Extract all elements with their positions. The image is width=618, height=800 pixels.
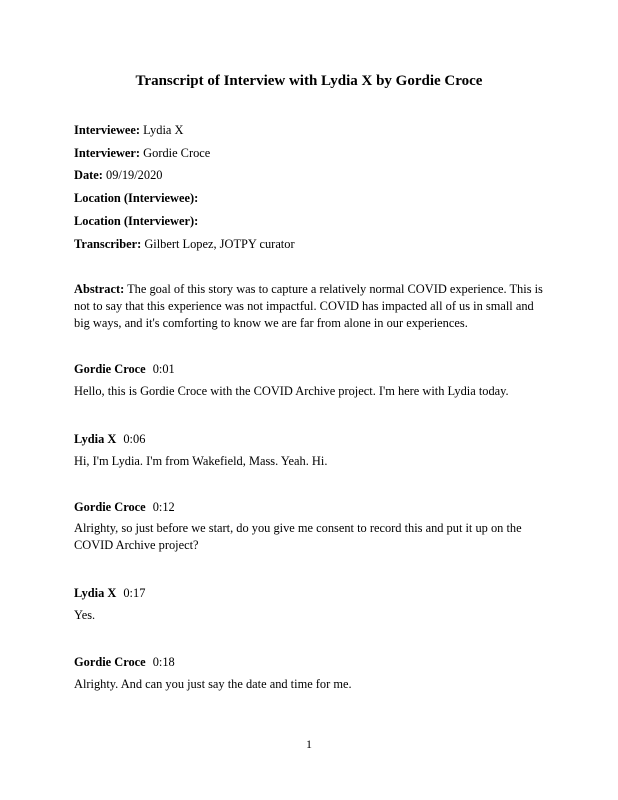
utterance: Alrighty, so just before we start, do you give me consent to record this and put it up on the COVID Archive project? — [74, 521, 522, 552]
meta-transcriber — [74, 237, 295, 251]
meta-label: Date: — [74, 168, 103, 182]
meta-value: Gordie Croce — [143, 146, 211, 160]
timestamp: 0:01 — [152, 362, 175, 376]
meta-location-interviewee — [74, 191, 198, 205]
speaker-name: Lydia X — [74, 586, 117, 600]
meta-label: Interviewer: — [74, 146, 141, 160]
utterance: Hello, this is Gordie Croce with the COVID Archive project. I'm here with Lydia today. — [74, 384, 509, 398]
meta-label: Interviewee: — [74, 123, 141, 137]
page-title: Transcript of Interview with Lydia X by Gordie Croce — [135, 73, 483, 89]
meta-label: Transcriber: — [74, 237, 142, 251]
speaker-line — [74, 432, 145, 446]
meta-value: Gilbert Lopez, JOTPY curator — [144, 237, 295, 251]
utterance: Yes. — [74, 608, 96, 622]
timestamp: 0:18 — [152, 655, 175, 669]
speaker-line — [74, 500, 175, 514]
timestamp: 0:06 — [123, 432, 146, 446]
speaker-name: Lydia X — [74, 432, 117, 446]
utterance: Hi, I'm Lydia. I'm from Wakefield, Mass. Yeah. Hi. — [74, 454, 328, 468]
abstract — [74, 281, 546, 332]
meta-location-interviewer — [74, 214, 198, 228]
speaker-line — [74, 655, 175, 669]
speaker-name: Gordie Croce — [74, 655, 146, 669]
meta-interviewer — [74, 146, 210, 160]
meta-value: Lydia X — [143, 123, 184, 137]
abstract-text: The goal of this story was to capture a relatively normal COVID experience. This is not to say that this experience was not impactful. COVID has impacted all of us in small and big ways, and it's comforting to know we are far from alone in our experiences. — [74, 282, 543, 330]
page-number: 1 — [306, 737, 312, 751]
utterance: Alrighty. And can you just say the date and time for me. — [74, 677, 352, 691]
meta-label: Location (Interviewee): — [74, 191, 199, 205]
timestamp: 0:12 — [152, 500, 175, 514]
timestamp: 0:17 — [123, 586, 146, 600]
meta-value: 09/19/2020 — [106, 168, 163, 182]
speaker-name: Gordie Croce — [74, 500, 146, 514]
meta-label: Location (Interviewer): — [74, 214, 199, 228]
speaker-name: Gordie Croce — [74, 362, 146, 376]
speaker-line — [74, 362, 175, 376]
speaker-line — [74, 586, 145, 600]
meta-interviewee — [74, 123, 183, 137]
abstract-label: Abstract: — [74, 282, 125, 296]
meta-date — [74, 168, 162, 182]
